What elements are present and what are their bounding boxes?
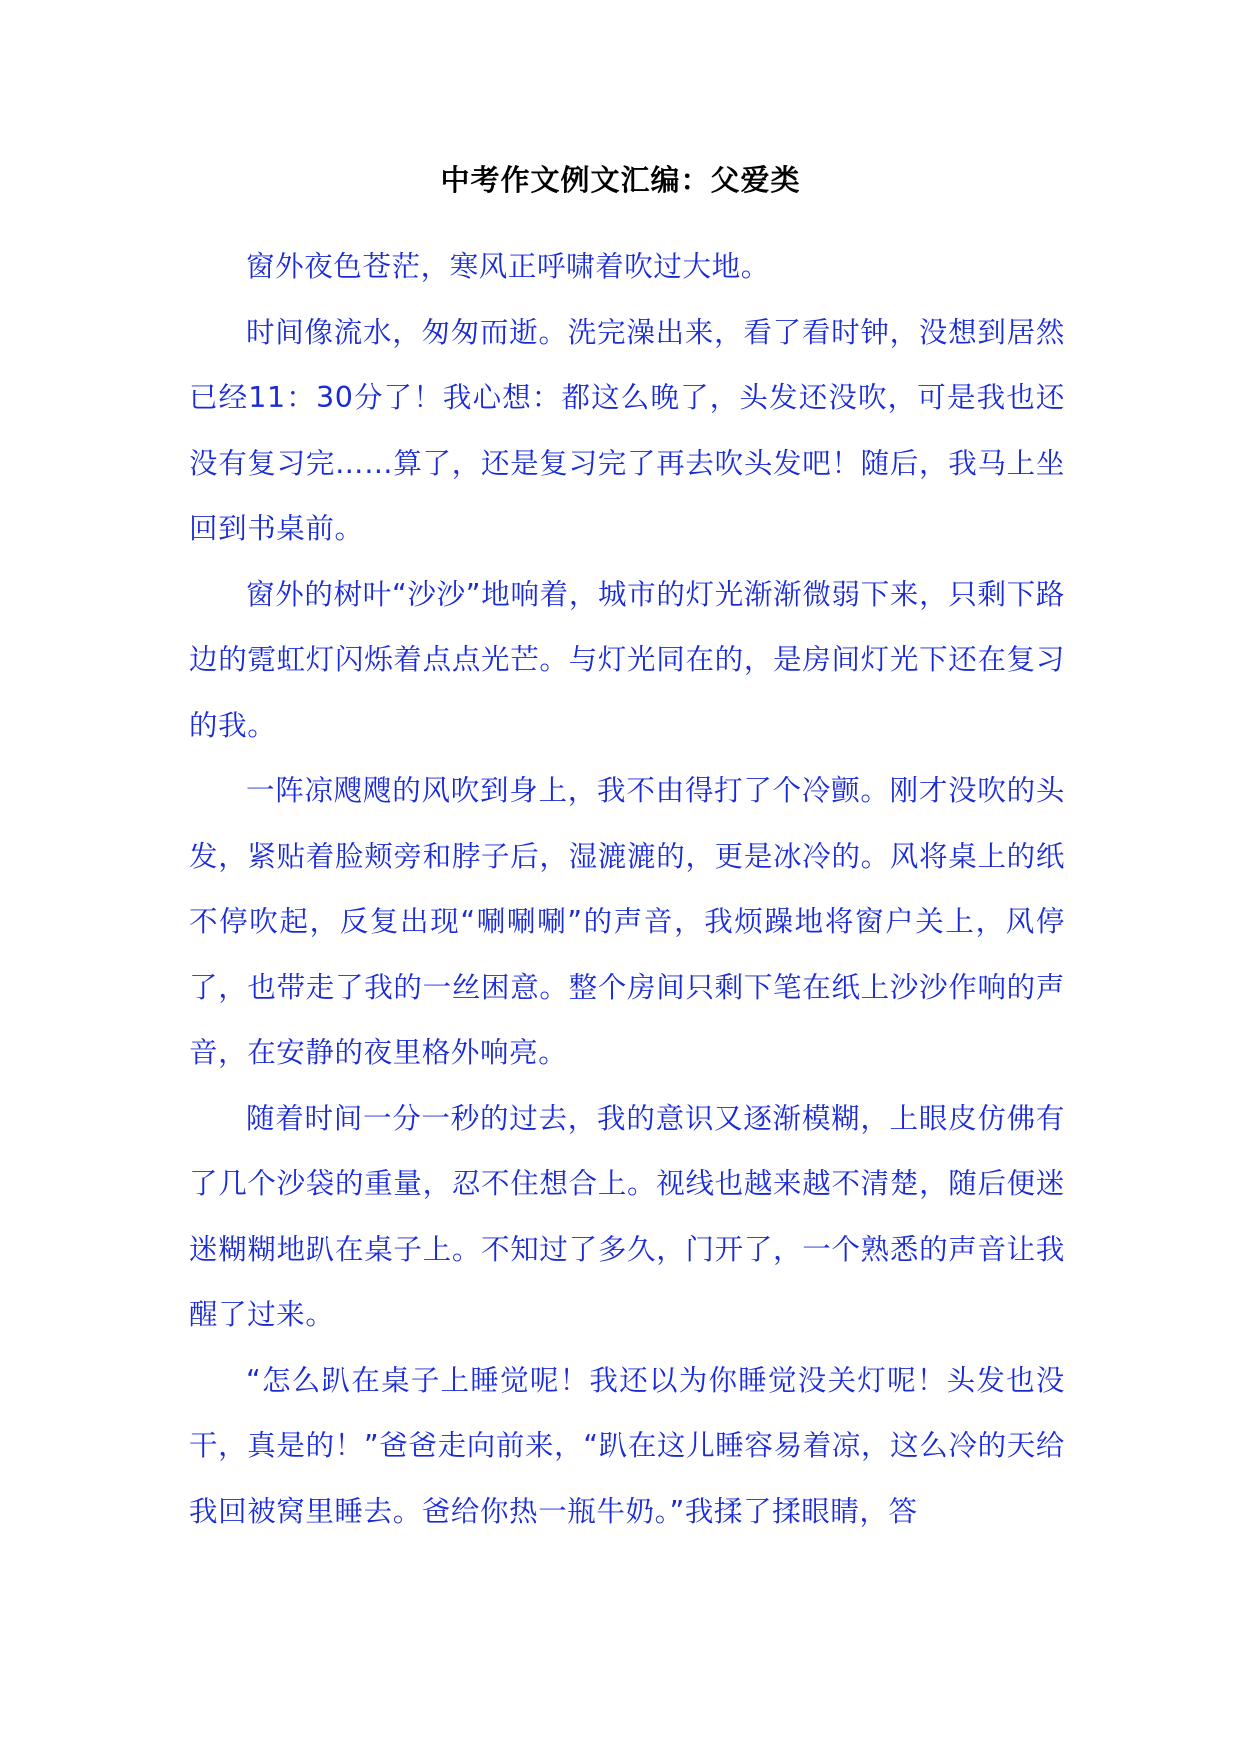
paragraph: 随着时间一分一秒的过去，我的意识又逐渐模糊，上眼皮仿佛有了几个沙袋的重量，忍不住想合上。视线也越来越不清楚，随后便迷迷糊糊地趴在桌子上。不知过了多久，门开了，一个熟悉的声音让我醒了过来。 xyxy=(189,1101,1065,1331)
essay-body xyxy=(189,234,1065,1544)
paragraph: “怎么趴在桌子上睡觉呢！我还以为你睡觉没关灯呢！头发也没干，真是的！”爸爸走向前来，“趴在这儿睡容易着凉，这么冷的天给我回被窝里睡去。爸给你热一瓶牛奶。”我揉了揉眼睛，答 xyxy=(189,1363,1065,1528)
paragraph: 窗外夜色苍茫，寒风正呼啸着吹过大地。 xyxy=(246,250,770,283)
document-title: 中考作文例文汇编：父爱类 xyxy=(440,163,801,197)
paragraph: 一阵凉飕飕的风吹到身上，我不由得打了个冷颤。刚才没吹的头发，紧贴着脸颊旁和脖子后，湿漉漉的，更是冰冷的。风将桌上的纸不停吹起，反复出现“唰唰唰”的声音，我烦躁地将窗户关上，风停了，也带走了我的一丝困意。整个房间只剩下笔在纸上沙沙作响的声音，在安静的夜里格外响亮。 xyxy=(189,774,1065,1069)
paragraph: 窗外的树叶“沙沙”地响着，城市的灯光渐渐微弱下来，只剩下路边的霓虹灯闪烁着点点光芒。与灯光同在的，是房间灯光下还在复习的我。 xyxy=(189,577,1065,742)
paragraph: 时间像流水，匆匆而逝。洗完澡出来，看了看时钟，没想到居然已经11：30分了！我心想：都这么晚了，头发还没吹，可是我也还没有复习完……算了，还是复习完了再去吹头发吧！随后，我马上坐回到书桌前。 xyxy=(189,315,1065,545)
